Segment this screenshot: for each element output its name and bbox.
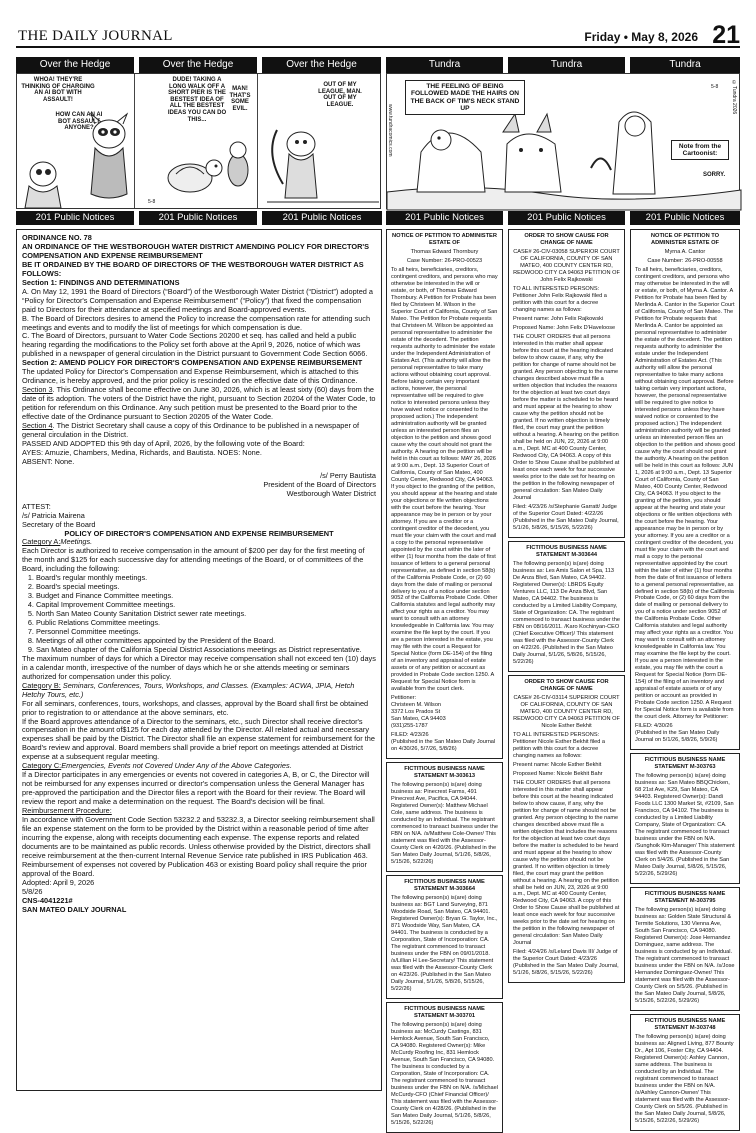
fbn-body: The following person(s) is(are) doing business as: Les Amis Salon et Spa, 113 De Anza Blvd, San Mateo, CA 94402. Registered Owner(s): LBRDS Equity Ventures LLC, 113 De Anza Blvd, San Mateo, CA 94402. The business is conducted by a Limited Liability Company, State of Organization: CA. The registrant commenced to transact business under the FBN on 08/16/2011. /Karo Kochinyan-CEO (Chief Executive Officer)/ This statement was filed with the Assessor-County Clerk on 4/22/26. (Published in the San Mateo Daily Journal, 5/1/26, 5/8/26, 5/15/26, 5/22/26) [513,560,620,665]
case-number: Case Number: 26-PRO-00523 [406,258,483,265]
issue-date: Friday • May 8, 2026 [584,30,698,44]
present-name: Present name: John Felix Rajkowski [513,316,604,323]
fbn-body: The following person(s) is(are) doing business as: Pinecrest Farms, 491 Pinecrest Ave, Pacifica, CA 94044. Registered Owner(s): Matthew Michael Cole, same address. The business is conducted by an Individual. The registrant commenced to transact business under the FBN on N/A. /s/Matthew Cole-Owner/ This statement was filed with the Assessor-County Clerk on 4/20/26. (Published in the San Mateo Daily Journal, 5/1/26, 5/8/26, 5/15/26, 5/22/26) [391,782,498,866]
category-a-text: Each Director is authorized to receive compensation in the amount of $200 per day for the first meeting of the month and $125 for each successive day for attending meetings of the Board, or of committees of the Board, including the following: [22,546,365,574]
probate-notice-cantor [630,229,740,750]
fbn-body: The following person(s) is(are) doing business as: Aligned Living, 877 Bounty Dr., Apt 106, Foster City, CA 94404. Registered Owner(s): Ashley Cannon, same address. The business is conducted by an Individual. The registrant commenced to transact business under the FBN on N/A. /s/Ashley Cannon-Owner/ This statement was filed with the Assessor-County Clerk on 5/5/26. (Published in the San Mateo Daily Journal, 5/8/26, 5/15/26, 5/22/26, 5/29/26) [635,1034,734,1125]
category-b-text-1: For all seminars, conferences, tours, workshops, and classes, approval by the Board shall first be obtained prior to registration to or attendance at the above seminars, etc. [22,698,369,717]
section-header-5: 201 Public Notices [508,211,625,225]
category-c-text: If a Director participates in any emergencies or events not covered in categories A, B, or C, the Director will not be reimbursed for any expenses incurred or director's compensation unless the General Manager has pre-approved the participation and the Director files a report with the Board for their review. The Board will review the report and make a determination on the request. The Board's decision will be final. [22,770,370,807]
notice-heading: ORDER TO SHOW CAUSE FOR CHANGE OF NAME [524,233,609,247]
category-c-heading: Category C:Emergencies, Events not Covered Under Any of the Above Categories. [22,761,292,771]
fbn-body: The following person(s) is(are) doing business as: BGT Land Surveying, 871 Woodside Road, San Mateo, CA 94401. Registered Owner(s): Bryan G. Taylor, Inc., 871 Woodside Way, San Mateo, CA 94401. The business is conducted by a Corporation, State of Incorporation: CA. The registrant commenced to transact business under the FBN on 09/01/2018. /s/Lillian H Lee-Secretary/ This statement was filed with the Assessor-County Clerk on 4/23/26. (Published in the San Mateo Daily Journal, 5/1/26, 5/8/26, 5/15/26, 5/22/26) [391,895,498,993]
adopted-date: Adopted: April 9, 2026 [22,877,95,887]
notice-body: To all heirs, beneficiaries, creditors, contingent creditors, and persons who may otherwise be interested in the will or estate, or both, of Thomas Edward Thornbury. A Petition for Probate has been filed by Christeen M. Wilson in the Superior Court of California, County of San Mateo. The Petition for Probate requests that Christeen M. Wilson be appointed as personal representative to administer the estate of the decedent. The petition requests authority to administer the estate under the Independent Administration of Estates Act. (This authority will allow the personal representative to take many actions without obtaining court approval. Before taking certain very important actions, however, the personal representative will be required to give notice to interested persons unless they have waived notice or consented to the proposed action.) The independent administration authority will be granted unless an interested person files an objection to the petition and shows good cause why the court should not grant the authority. A hearing on the petition will be held in this court as follows: MAY 26, 2026 at 9:00 a.m., Dept. 13 Superior Court of California, County of San Mateo, 400 County Center, Redwood City, CA 94063. If you object to the granting of the petition, you should appear at the hearing and state your objections or file written objections with the court before the hearing. Your appearance may be in person or by your attorney. If you are a creditor or a contingent creditor of the decedent, you must file your claim with the court and mail a copy to the personal representative appointed by the court within the later of either (1) four months from the date of first issuance of letters to a general personal representative, as defined in section 58(b) of the California Probate Code, or (2) 60 days from the date of mailing or personal delivery to you of a notice under section 9052 of the California Probate Code. Other California statutes and legal authority may affect your rights as a creditor. You may want to consult with an attorney knowledgeable in California law. You may examine the file kept by the court. If you are a person interested in the estate, you may file with the court a Request for Special Notice (form DE-154) of the filing of an inventory and appraisal of estate assets or of any petition or account as provided in Probate Code section 1250. A Request for Special Notice form is available from the court clerk. [391,267,498,693]
reimbursement-text: In accordance with Government Code Section 53232.2 and 53232.3, a Director seeking reimbursement shall file an expense statement on the form to be provided by the District within a reasonable period of time after incurring the expense, along with receipts documenting each expense. The expense reports and related documents are to be maintained as public records. Unless otherwise provided by the District, directors shall receive reimbursement at the then-current Internal Revenue Service rate published in IRS Publication 463. Reimbursement of expenses not covered by Publication 463 or existing Board policy shall require the prior approval of the Board. [22,815,375,878]
filed-info: Filed: 4/23/26 /s/Stephanie Garratt/ Judge of the Superior Court Dated: 4/22/26 (Published in the San Mateo Daily Journal, 5/1/26, 5/8/26, 5/15/26, 5/22/26) [513,503,619,531]
hedge-date: 5-8 [148,199,156,205]
section-header-1: 201 Public Notices [16,211,134,225]
fbn-heading: FICTITIOUS BUSINESS NAME STATEMENT M-303748 [644,1018,726,1032]
cns-number: CNS-4041221# [22,895,73,905]
finding-b: B. The Board of Directors desires to amend the Policy to increase the compensation rate for attending such meetings and events and to modify the list of meetings for which compensation is due. [22,313,371,332]
interested-persons: TO ALL INTERESTED PERSONS: Petitioner Nicole Esther Bekhit filed a petition with this court for a decree changing names as follows: [513,731,606,759]
category-b-heading: Category B: Seminars, Conferences, Tours, Workshops, and Classes. (Examples: ACWA, JPIA, Hetch Hetchy Tours, etc.) [22,680,355,699]
meeting-list [36,574,376,655]
fbn-body: The following person(s) is(are) doing business as: Golden State Structural & Termite Solutions, 130 Vienna Ave, South San Francisco, CA 94080. Registered Owner(s): Jose Hernandez Dominguez, same address. The business is conducted by an Individual. The registrant commenced to transact business under the FBN on N/A. /s/Jose Hernandez Dominguez-Owner/ This statement was filed with the Assessor-County Clerk on 5/5/26. (Published in the San Mateo Daily Journal, 5/8/26, 5/15/26, 5/22/26, 5/29/26) [635,907,735,1005]
page-number: 21 [712,21,740,49]
section-3-text: Section 3. This Ordinance shall become effective on June 30, 2026, which is at least sixty (60) days from the date of its adoption. The voters of the District have the right, pursuant to Section 20204 of the Water Code, to petition for referendum on this Ordinance. Any such petition must be presented to the Board prior to the effective date of the Ordinance pursuant to Section 20205 of the Water Code. [22,385,376,422]
fbn-heading: FICTITIOUS BUSINESS NAME STATEMENT M-303613 [404,766,485,780]
finding-a: A. On May 12, 1991 the Board of Directors (“Board”) of the Westborough Water District (“District”) adopted a “Policy for Director's Compensation and Expense Reimbursement” (“Policy”) that fixed the compensation paid to Directors for their attendance at specified meetings and Board-approved events. [22,286,374,314]
probate-notice-thornbury [386,229,503,759]
section-3-label: Section 3 [22,385,53,395]
section-header-6: 201 Public Notices [630,211,740,225]
comic-header-hedge-2: Over the Hedge [139,57,257,73]
hedge-bubble-5: OUT OF MY LEAGUE, MAN. OUT OF MY LEAGUE. [318,82,362,108]
case-info: CASE# 26-CIV-03114 SUPERIOR COURT OF CALIFORNIA, COUNTY OF SAN MATEO, 400 COUNTY CENTER RD, REDWOOD CITY CA 94063 PETITION OF Nicole Esther Bekhit [513,694,620,729]
comic-header-hedge-1: Over the Hedge [16,57,134,73]
publication-dates: (Published in the San Mateo Daily Journal on 5/1/26, 5/8/26, 5/9/26) [635,730,720,744]
reimbursement-heading: Reimbursement Procedure: [22,806,112,816]
interested-persons: TO ALL INTERESTED PERSONS: Petitioner John Felix Rajkowski filed a petition with this court for a decree changing names as follows: [513,286,607,314]
list-item: 7. Personnel Committee meetings. [36,628,376,637]
publisher: SAN MATEO DAILY JOURNAL [22,904,127,914]
hedge-bubble-3: DUDE! TAKING A LONG WALK OFF A SHORT PIER IS THE BESTEST IDEA OF ALL THE BESTEST IDEAS YOU CAN DO THIS... [167,77,227,123]
proposed-name: Proposed Name: Nicole Bekhit Bahr [513,770,603,777]
hedge-panel-1 [17,74,135,208]
ordinance-notice [16,229,382,1091]
notice-heading: ORDER TO SHOW CAUSE FOR CHANGE OF NAME [524,678,609,692]
name-change-bekhit [508,675,625,984]
tundra-copyright: ©Tundra 2026 [731,80,737,115]
notice-body: To all heirs, beneficiaries, creditors, contingent creditors, and persons who may otherwise be interested in the will or estate, or both, of Myrna A. Cantor. A Petition for Probate has been filed by Merlinda A. Cantor in the Superior Court of California, County of San Mateo. The Petition for Probate requests that Merlinda A. Cantor be appointed as personal representative to administer the estate of the decedent. The petition requests authority to administer the estate under the Independent Administration of Estates Act. (This authority will allow the personal representative to take many actions without obtaining court approval. Before taking certain very important actions, however, the personal representative will be required to give notice to interested persons unless they have waived notice or consented to the proposed action.) The independent administration authority will be granted unless an interested person files an objection to the petition and shows good cause why the court should not grant the authority. A hearing on the petition will be held in this court as follows: JUN 1, 2026 at 9:00 a.m., Dept. 13 Superior Court of California, County of San Mateo, 400 County Center, Redwood City, CA 94063. If you object to the granting of the petition, you should appear at the hearing and state your objections or file written objections with the court before the hearing. Your appearance may be in person or by your attorney. If you are a creditor or a contingent creditor of the decedent, you must file your claim with the court and mail a copy to the personal representative appointed by the court within the later of either (1) four months from the date of first issuance of letters to a general personal representative, as defined in section 58(b) of the California Probate Code, or (2) 60 days from the date of mailing or personal delivery to you of a notice under section 9052 of the California Probate Code. Other California statutes and legal authority may affect your rights as a creditor. You may want to consult with an attorney knowledgeable in California law. You may examine the file kept by the court. If you are a person interested in the estate, you may file with the court a Request for Special Notice (form DE-154) of the filing of an inventory and appraisal of estate assets or of any petition or account as provided in Probate Code section 1250. A Request for Special Notice form is available from the court clerk. Attorney for Petitioner: [635,267,735,721]
decedent-name: Thomas Edward Thornbury [410,249,479,256]
section-1-heading: Section 1: FINDINGS AND DETERMINATIONS [22,277,180,287]
hedge-bubble-1: WHOA! THEY'RE THINKING OF CHARGING AN AI BOT WITH ASSAULT! [21,77,95,103]
fbn-m303701 [386,1002,503,1133]
ordinance-ordained: BE IT ORDAINED BY THE BOARD OF DIRECTORS OF THE WESTBOROUGH WATER DISTRICT AS FOLLOWS: [22,259,364,278]
comic-header-tundra-2: Tundra [508,57,625,73]
tundra-cartoonist-note: Note from the Cartoonist: [671,140,729,160]
fbn-m303748 [630,1014,740,1131]
case-number: Case Number: 26-PRO-00558 [647,258,723,265]
name-change-rajkowski [508,229,625,538]
passed-adopted: PASSED AND ADOPTED this 9th day of April, 2026, by the following vote of the Board: [22,438,305,448]
secretary-signature: /s/ Patricia Mairena [22,510,85,520]
president-title: President of the Board of Directors [263,479,376,489]
section-header-2: 201 Public Notices [139,211,257,225]
secretary-title: Secretary of the Board [22,519,96,529]
fbn-body: The following person(s) is(are) doing business as: San Mateo BBQChicken, 68 21st Ave, K29, San Mateo, CA 94403. Registered Owner(s): Dandi Foods LLC 1300 Market St, #2109, San Francisco, CA 94102. The business is conducted by a Limited Liability Company, State of Organization: CA. The registrant commenced to transact business under the FBN on N/A. /Sunghoik Kim-Manager/ This statement was filed with the Assessor-County Clerk on 5/4/26. (Published in the San Mateo Daily Journal, 5/8/26, 5/15/26, 5/22/26, 5/29/26) [635,773,735,878]
petitioner-city: San Mateo, CA 94403 [391,716,446,723]
section-header-3: 201 Public Notices [262,211,382,225]
newspaper-name: THE DAILY JOURNAL [18,28,173,44]
petitioner-name: Christeen M. Wilson [391,702,442,709]
hedge-panel-3 [263,74,382,208]
notices-column-1 [386,229,503,1127]
notice-heading: NOTICE OF PETITION TO ADMINISTER ESTATE OF [650,233,720,247]
fbn-heading: FICTITIOUS BUSINESS NAME STATEMENT M-303701 [404,1006,485,1020]
masthead-rule [16,46,740,48]
tundra-date: 5-8 [711,84,719,90]
list-item: 1. Board's regular monthly meetings. [36,574,376,583]
filed-date: FILED: 4/30/26 [635,723,673,730]
fbn-body: The following person(s) is(are) doing business as: McCurdy Castings, 831 Hemlock Avenue, South San Francisco, CA 94080. Registered Owner(s): Mike McCurdy Roofing Inc, 831 Hemlock Avenue, South San Francisco, CA 94080. The business is conducted by a Corporation, State of Incorporation: CA. The registrant commenced to transact business under the FBN on N/A. /s/Michael McCurdy-CFO (Chief Financial Officer)/ This statement was filed with the Assessor-County Clerk on 4/28/26. (Published in the San Mateo Daily Journal, 5/1/26, 5/8/26, 5/15/26, 5/22/26) [391,1022,498,1127]
president-signature: /s/ Perry Bautista [320,470,376,480]
notices-column-3 [630,229,740,1125]
category-a-heading: Category A:Meetings. [22,537,93,547]
fbn-m303763 [630,753,740,884]
tundra-caption: THE FEELING OF BEING FOLLOWED MADE THE HAIRS ON THE BACK OF TIM'S NECK STAND UP [405,80,525,115]
fbn-heading: FICTITIOUS BUSINESS NAME STATEMENT M-303664 [404,879,485,893]
policy-heading: POLICY OF DIRECTOR'S COMPENSATION AND EXPENSE REIMBURSEMENT [64,528,334,538]
tundra-sorry-text: SORRY. [703,172,726,178]
category-b-text-2: If the Board approves attendance of a Director to the seminars, etc., such Director shall receive director's compensation in the amount of$125 for each day attended by the Director. All related actual and necessary expenses shall be paid by the District. The Director shall file an expense statement for reimbursement for the Board's review and approval. Board members shall provide a brief report on meetings attended at District expense at a subsequent regular meeting. [22,716,375,762]
section-2-text: The updated Policy for Director's Compensation and Expense Reimbursement, which is attached to this Ordinance, is hereby approved, and the prior policy is rescinded on the effective date of this Ordinance. [22,367,359,386]
tundra-strip [386,73,740,209]
hedge-squirrel-drawing [263,74,382,210]
ordinance-title: AN ORDINANCE OF THE WESTBOROUGH WATER DISTRICT AMENDING POLICY FOR DIRECTOR'S COMPENSATION AND EXPENSE REIMBURSEMENT [22,241,370,260]
list-item: 8. Meetings of all other committees appointed by the President of the Board. [36,637,376,646]
petitioner-label: Petitioner: [391,695,417,702]
section-header-4: 201 Public Notices [386,211,503,225]
finding-c: C. The Board of Directors, pursuant to Water Code Sections 20200 et seq. has called and held a public hearing regarding the modifications to the Policy set forth above at the April 9, 2026, notice of which was published in a newspaper of general circulation in the District pursuant to Government Code Section 6066. [22,331,368,359]
list-item: 9. San Mateo chapter of the California Special District Associations meetings as District representative. [36,646,376,655]
court-order-text: THE COURT ORDERS that all persons interested in this matter shall appear before this court at the hearing indicated below to show cause, if any, why the petition for change of name should not be granted. Any person objecting to the name changes described above must file a written objection that includes the reasons for the objection at least two court days before the matter is scheduled to be heard and must appear at the hearing to show cause why the petition should not be granted. If no written objection is timely filed, the court may grant the petition without a hearing. A hearing on the petition shall be held on JUN, 22, 2026 at 9:00 a.m., Dept. MC at 400 County Center, Redwood City, CA 94063. A copy of this Order to Show Cause shall be published at least once each week for four successive weeks prior to the date set for hearing on the petition in the following newspaper of general circulation: San Mateo Daily Journal [513,334,620,501]
petitioner-address: 3372 Los Prados St [391,709,441,716]
over-the-hedge-strip [16,73,381,209]
comic-header-hedge-3: Over the Hedge [262,57,381,73]
section-4-label: Section 4 [22,421,53,431]
court-order-text: THE COURT ORDERS that all persons interested in this matter shall appear before this court at the hearing indicated below to show cause, if any, why the petition for change of name should not be granted. Any person objecting to the name changes described above must file a written objection that includes the reasons for the objection at least two court days before the matter is scheduled to be heard and must appear at the hearing to show cause why the petition should not be granted. If no written objection is timely filed, the court may grant the petition without a hearing. A hearing on the petition shall be held on JUN, 23, 2026 at 9:00 a.m., Dept. MC at 400 County Center, Redwood City, CA 94063. A copy of this Order to Show Cause shall be published at least once each week for four successive weeks prior to the date set for hearing on the petition in the following newspaper of general circulation: San Mateo Daily Journal [513,779,620,947]
list-item: 2. Board's special meetings. [36,583,376,592]
fbn-m303664 [386,875,503,999]
decedent-name: Myrna A. Cantor [664,249,706,256]
fbn-m303795 [630,887,740,1011]
fbn-heading: FICTITIOUS BUSINESS NAME STATEMENT M-303644 [526,544,607,558]
petitioner-phone: (931)255-1787 [391,723,428,730]
hedge-panel-2 [140,74,258,208]
vote-absent: ABSENT: None. [22,456,75,466]
attest-label: ATTEST: [22,501,51,511]
list-item: 6. Public Relations Committee meetings. [36,619,376,628]
max-days-text: The maximum number of days for which a Director may receive compensation shall not exceed ten (10) days in a calendar month, irrespective of the number of days which he or she attends meeting or seminars authorized for compensation under this policy. [22,653,376,681]
section-2-heading: Section 2: AMEND POLICY FOR DIRECTOR'S COMPENSATION AND EXPENSE REIMBURSEMENT [22,358,363,368]
hedge-bubble-4: MAN! THAT'S SOME EVIL. [229,86,251,112]
tundra-url: www.tundracomics.com [387,104,393,157]
case-info: CASE# 26-CIV-03058 SUPERIOR COURT OF CALIFORNIA, COUNTY OF SAN MATEO, 400 COUNTY CENTER RD, REDWOOD CITY CA 94063 PETITION OF John Felix Rajkowski [513,249,620,284]
list-item: 3. Budget and Finance Committee meetings. [36,592,376,601]
fbn-m303613 [386,762,503,872]
ordinance-number: ORDINANCE NO. 78 [22,233,92,242]
filed-info: Filed: 4/24/26 /s/Leland Davis III/ Judge of the Superior Court Dated: 4/23/26 (Published in the San Mateo Daily Journal, 5/1/26, 5/8/26, 5/15/26, 5/22/26) [513,949,619,977]
notices-column-2 [508,229,625,1091]
fbn-heading: FICTITIOUS BUSINESS NAME STATEMENT M-303763 [644,757,726,771]
comic-header-tundra-1: Tundra [386,57,503,73]
section-4-text: Section 4. The District Secretary shall cause a copy of this Ordinance to be published in a newspaper of general circulation in the District. [22,421,360,439]
publication-dates: (Published in the San Mateo Daily Journal on 4/30/26, 5/7/26, 5/8/26) [391,739,496,753]
fbn-heading: FICTITIOUS BUSINESS NAME STATEMENT M-303795 [644,891,726,905]
list-item: 5. North San Mateo County Sanitation District sewer rate meetings. [36,610,376,619]
present-name: Present name: Nicole Esther Bekhit [513,761,602,768]
hedge-bubble-2: HOW CAN AN AI BOT ASSAULT ANYONE? [55,112,103,132]
fbn-m303644 [508,541,625,672]
comic-header-tundra-3: Tundra [630,57,740,73]
hedge-turtle-drawing [140,74,258,210]
proposed-name: Proposed Name: John Felix D'Haveloose [513,325,616,332]
notice-heading: NOTICE OF PETITION TO ADMINISTER ESTATE OF [392,233,497,247]
district-name: Westborough Water District [286,488,376,498]
hedge-raccoon-drawing [17,74,135,210]
publish-date: 5/8/26 [22,886,43,896]
filed-date: FILED: 4/23/26 [391,732,429,739]
list-item: 4. Capital Improvement Committee meetings. [36,601,376,610]
vote-ayes: AYES: Amuzie, Chambers, Medina, Richards, and Bautista. NOES: None. [22,447,262,457]
